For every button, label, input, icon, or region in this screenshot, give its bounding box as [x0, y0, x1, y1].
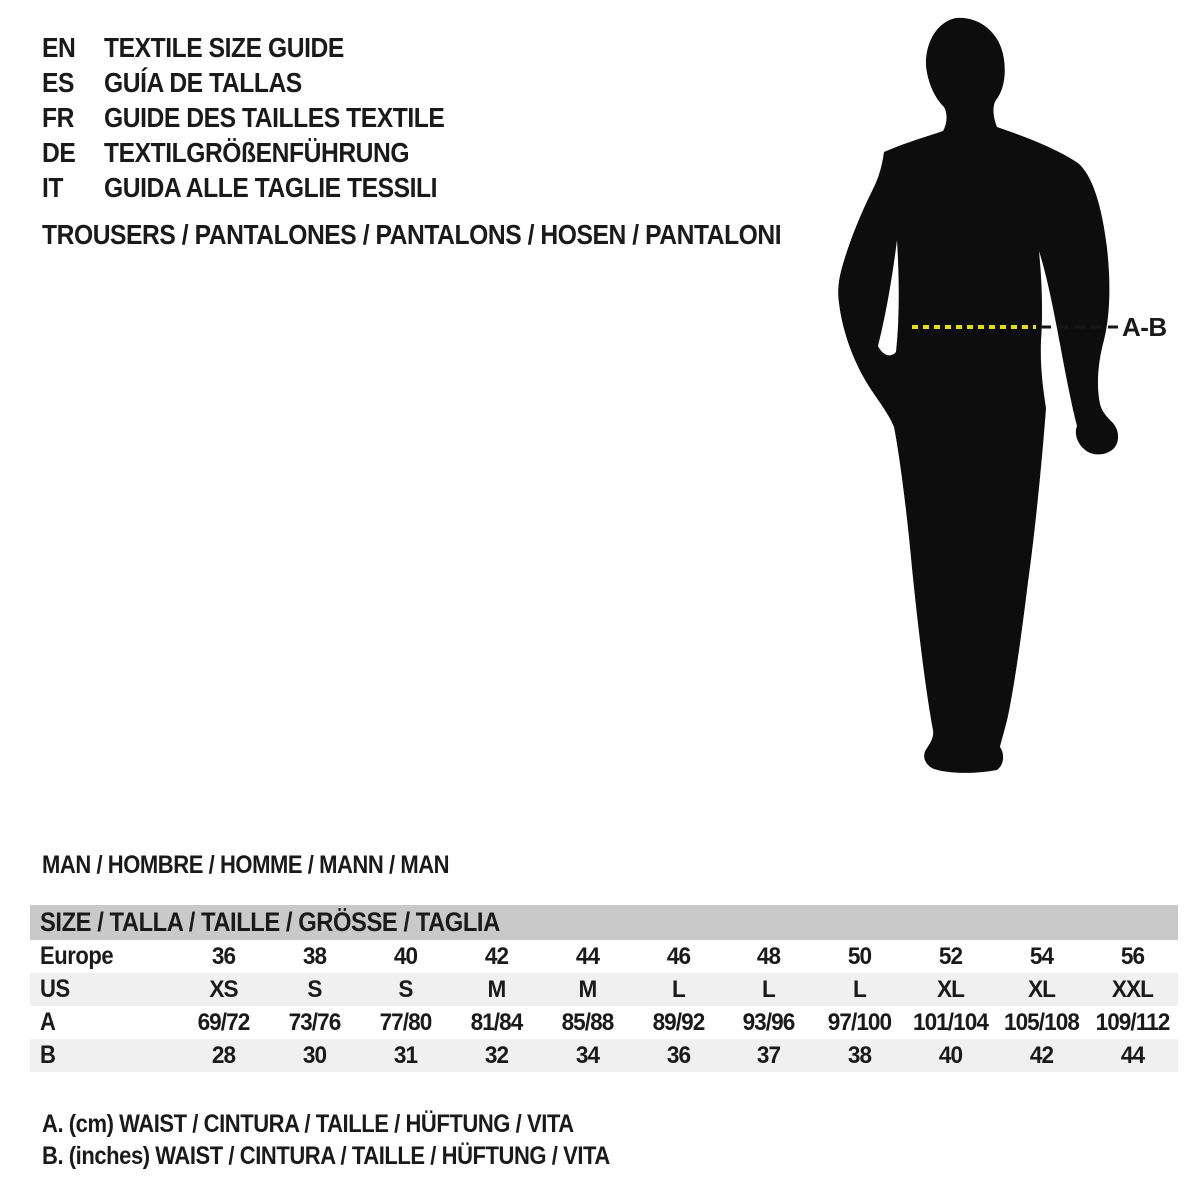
table-cell: 46: [666, 942, 690, 970]
table-cell: M: [487, 975, 506, 1003]
table-cell: 40: [393, 942, 417, 970]
table-cell: 48: [757, 942, 781, 970]
table-cell: 54: [1029, 942, 1054, 970]
table-row-label: B: [40, 1041, 56, 1069]
language-code: EN: [42, 31, 76, 63]
language-row: [42, 30, 491, 65]
language-code: DE: [42, 136, 76, 168]
language-label: GUÍA DE TALLAS: [104, 66, 302, 98]
table-cell: 105/108: [1004, 1008, 1080, 1036]
table-cell: 30: [302, 1041, 326, 1069]
table-cell: 101/104: [913, 1008, 989, 1036]
footnote-b: B. (inches) WAIST / CINTURA / TAILLE / HÜFTUNG / VITA: [42, 1142, 610, 1170]
table-cell: 93/96: [743, 1008, 795, 1036]
table-cell: 42: [484, 942, 508, 970]
table-row-us: [30, 973, 1178, 1006]
table-row-label: A: [40, 1008, 56, 1036]
table-row-label: US: [40, 975, 70, 1003]
measure-label: A-B: [1122, 312, 1167, 342]
table-cell: 42: [1029, 1041, 1054, 1069]
table-row-a-cm: [30, 1006, 1178, 1039]
table-cell: 34: [575, 1041, 599, 1069]
table-row-b-inches: [30, 1039, 1178, 1072]
table-cell: 97/100: [828, 1008, 892, 1036]
table-cell: 89/92: [652, 1008, 704, 1036]
table-row-label: Europe: [40, 942, 114, 970]
table-cell: XXL: [1111, 975, 1154, 1003]
table-cell: 31: [393, 1041, 417, 1069]
table-cell: 56: [1120, 942, 1145, 970]
language-row: [42, 65, 491, 100]
language-label: TEXTILE SIZE GUIDE: [104, 31, 344, 63]
language-row: [42, 170, 491, 205]
table-cell: 38: [302, 942, 326, 970]
table-row-europe: [30, 940, 1178, 973]
language-code: IT: [42, 171, 64, 203]
table-cell: 36: [211, 942, 236, 970]
table-cell: 73/76: [288, 1008, 341, 1036]
footnotes: [42, 1110, 687, 1174]
language-code: ES: [42, 66, 74, 98]
language-list: [42, 30, 491, 205]
table-cell: 81/84: [470, 1008, 523, 1036]
table-cell: 44: [1120, 1041, 1145, 1069]
language-row: [42, 135, 491, 170]
table-cell: L: [853, 975, 867, 1003]
table-cell: 32: [484, 1041, 508, 1069]
size-table-header-text: SIZE / TALLA / TAILLE / GRÖSSE / TAGLIA: [40, 907, 500, 937]
table-cell: 109/112: [1095, 1008, 1170, 1036]
table-cell: 38: [848, 1041, 872, 1069]
table-cell: S: [307, 975, 322, 1003]
table-cell: 85/88: [561, 1008, 613, 1036]
language-row: [42, 100, 491, 135]
man-silhouette-figure: [810, 10, 1190, 785]
table-cell: L: [762, 975, 776, 1003]
language-label: GUIDA ALLE TAGLIE TESSILI: [104, 171, 438, 203]
table-cell: 44: [575, 942, 599, 970]
language-code: FR: [42, 101, 74, 133]
size-table-header: [30, 905, 1178, 940]
table-cell: 52: [939, 942, 963, 970]
table-cell: L: [671, 975, 685, 1003]
man-silhouette: [838, 18, 1118, 773]
table-cell: 69/72: [197, 1008, 250, 1036]
table-cell: 50: [848, 942, 872, 970]
table-cell: M: [578, 975, 597, 1003]
section-title: MAN / HOMBRE / HOMME / MANN / MAN: [42, 851, 450, 879]
table-cell: S: [398, 975, 413, 1003]
footnote-a: A. (cm) WAIST / CINTURA / TAILLE / HÜFTUNG / VITA: [42, 1110, 574, 1138]
category-title: TROUSERS / PANTALONES / PANTALONS / HOSEN / PANTALONI: [42, 219, 782, 250]
table-cell: XL: [1028, 975, 1056, 1003]
table-cell: 37: [757, 1041, 781, 1069]
table-cell: XS: [209, 975, 238, 1003]
table-cell: XL: [937, 975, 965, 1003]
table-cell: 40: [939, 1041, 963, 1069]
table-cell: 36: [666, 1041, 690, 1069]
table-cell: 77/80: [379, 1008, 432, 1036]
size-table: [30, 905, 1178, 1072]
table-cell: 28: [211, 1041, 236, 1069]
language-label: GUIDE DES TAILLES TEXTILE: [104, 101, 445, 133]
language-label: TEXTILGRÖßENFÜHRUNG: [104, 136, 410, 168]
